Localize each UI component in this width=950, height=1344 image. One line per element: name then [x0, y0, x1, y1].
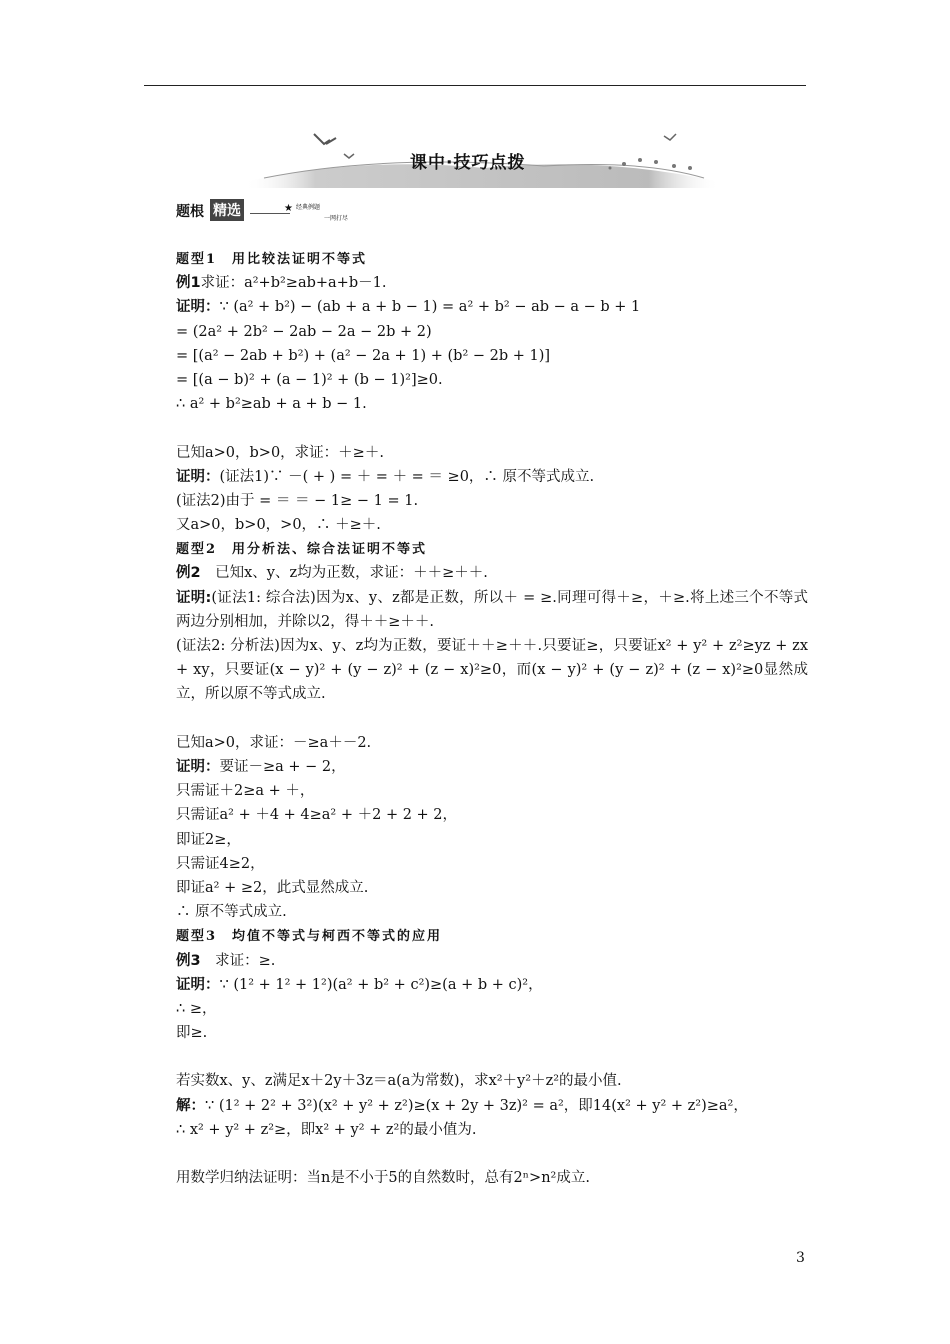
line-text: 只需证＋2≥a + ＋，	[176, 783, 315, 800]
line-text: ∵ (1² + 2² + 3²)(x² + y² + z²)≥(x + 2y + 3z)² = a²，即14(x² + y² + z²)≥a²，	[205, 1097, 748, 1114]
line-text: ∴ 原不等式成立.	[176, 904, 287, 921]
banner-title: 课中·技巧点拨	[410, 153, 526, 173]
text-line	[176, 755, 808, 779]
text-line	[176, 828, 808, 852]
text-line	[176, 803, 808, 827]
line-label: 证明：	[176, 468, 220, 485]
problem-type-heading	[176, 924, 808, 948]
text-line	[176, 295, 808, 319]
line-text: ∴ ≥，	[176, 1000, 217, 1017]
subsection-header	[176, 199, 376, 225]
text-line	[176, 489, 808, 513]
line-text: 求证：a²+b²≥ab+a+b－1.	[200, 275, 387, 292]
text-line	[176, 997, 808, 1021]
line-label: 解：	[176, 1097, 205, 1114]
line-text: 已知x、y、z均为正数，求证：＋＋≥＋＋.	[200, 565, 488, 582]
line-text: ∴ a² + b²≥ab + a + b − 1.	[176, 396, 367, 413]
text-line	[176, 368, 808, 392]
line-text: (证法1: 综合法)因为x、y、z都是正数，所以＋ = ≥.同理可得＋≥，＋≥.将上述三个不等式两边分别相加，并除以2，得＋＋≥＋＋.	[176, 589, 808, 630]
subsection-tag: 一网打尽	[324, 215, 349, 222]
line-label: 证明：	[176, 759, 220, 776]
text-line	[176, 344, 808, 368]
bird-icon	[344, 154, 354, 158]
line-label: 证明:	[176, 589, 212, 606]
line-label: 证明：	[176, 299, 220, 316]
subsection-title-part1: 题根	[176, 204, 204, 220]
line-text: 又a>0，b>0，>0，∴ ＋≥＋.	[176, 517, 381, 534]
text-line	[176, 634, 808, 707]
text-line	[176, 392, 808, 416]
document-body	[176, 247, 808, 1190]
line-text: = (2a² + 2b² − 2ab − 2a − 2b + 2)	[176, 323, 432, 340]
problem-type-heading	[176, 247, 808, 271]
heading-text: 题型2 用分析法、综合法证明不等式	[176, 542, 428, 558]
page-number: 3	[796, 1250, 805, 1266]
text-line	[176, 949, 808, 973]
line-text: (证法1)∵ －( + ) = ＋ = ＋ = ＝ ≥0，∴ 原不等式成立.	[219, 468, 595, 485]
star-icon: ★	[284, 203, 293, 214]
text-line	[176, 1118, 808, 1142]
line-label: 例2	[176, 565, 201, 582]
line-label: 例1	[176, 275, 201, 292]
problem-type-heading	[176, 537, 808, 561]
text-line	[176, 586, 808, 634]
blank-line	[176, 1045, 808, 1069]
line-text: ∵ (1² + 1² + 1²)(a² + b² + c²)≥(a + b + c)²，	[219, 976, 543, 993]
line-text: 已知a>0，b>0，求证：＋≥＋.	[176, 444, 384, 461]
text-line	[176, 441, 808, 465]
text-line	[176, 731, 808, 755]
heading-text: 题型3 均值不等式与柯西不等式的应用	[176, 929, 443, 945]
text-line	[176, 1021, 808, 1045]
text-line	[176, 465, 808, 489]
section-banner	[244, 126, 720, 188]
line-text: (证法2)由于 = ＝ ＝ − 1≥ − 1 = 1.	[176, 492, 419, 509]
line-text: 只需证a² + ＋4 + 4≥a² + ＋2 + 2 + 2，	[176, 807, 458, 824]
heading-text: 题型1 用比较法证明不等式	[176, 252, 368, 267]
line-text: 已知a>0，求证：－≥a＋－2.	[176, 734, 372, 751]
line-text: = [(a − b)² + (a − 1)² + (b − 1)²]≥0.	[176, 371, 443, 388]
header-rule	[144, 85, 806, 86]
line-text: ∴ x² + y² + z²≥，即x² + y² + z²的最小值为.	[176, 1121, 477, 1138]
line-text: 即证2≥，	[176, 831, 241, 848]
line-text: = [(a² − 2ab + b²) + (a² − 2a + 1) + (b² − 2b + 1)]	[176, 347, 551, 364]
text-line	[176, 1166, 808, 1190]
line-text: 即≥.	[176, 1025, 208, 1042]
text-line	[176, 973, 808, 997]
text-line	[176, 1069, 808, 1093]
text-line	[176, 561, 808, 585]
text-line	[176, 320, 808, 344]
text-line	[176, 271, 808, 295]
line-text: 用数学归纳法证明：当n是不小于5的自然数时，总有2ⁿ>n²成立.	[176, 1170, 590, 1187]
line-text: 只需证4≥2，	[176, 855, 265, 872]
line-label: 例3	[176, 952, 201, 969]
line-text: 若实数x、y、z满足x＋2y＋3z＝a(a为常数)，求x²＋y²＋z²的最小值.	[176, 1073, 622, 1090]
text-line	[176, 1094, 808, 1118]
bird-icon	[314, 134, 336, 144]
subsection-title-part2: 精选	[210, 199, 244, 221]
text-line	[176, 513, 808, 537]
bird-icon	[664, 134, 676, 140]
blank-line	[176, 416, 808, 440]
line-text: 求证：≥.	[200, 952, 276, 969]
line-text: ∵ (a² + b²) − (ab + a + b − 1) = a² + b² − ab − a − b + 1	[219, 299, 641, 316]
text-line	[176, 900, 808, 924]
line-text: 即证a² + ≥2，此式显然成立.	[176, 879, 369, 896]
blank-line	[176, 1142, 808, 1166]
line-text: (证法2: 分析法)因为x、y、z均为正数，要证＋＋≥＋＋.只要证≥，只要证x² + y² + z²≥yz + zx + xy，只要证(x − y)² + (y − z)² + (z − x)²≥0，而(x − y)² + (y − z)² + (z − x)²≥0显然成立，所以原不等式成立.	[176, 638, 808, 703]
text-line	[176, 779, 808, 803]
text-line	[176, 852, 808, 876]
blank-line	[176, 707, 808, 731]
line-text: 要证－≥a + − 2，	[219, 759, 346, 776]
line-label: 证明：	[176, 976, 220, 993]
subsection-tag: 经典例题	[296, 204, 321, 211]
text-line	[176, 876, 808, 900]
